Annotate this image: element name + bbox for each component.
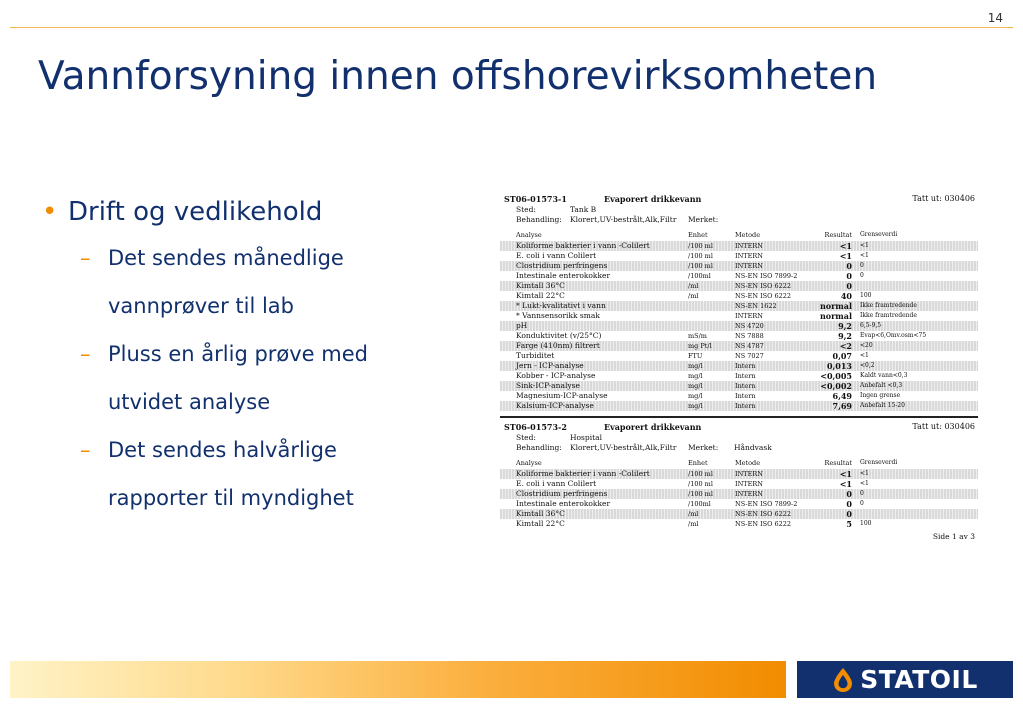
column-header-method: Metode [735, 231, 761, 239]
sample-meta-place [500, 205, 978, 215]
cell-unit: /ml [688, 292, 699, 300]
table-row [500, 301, 978, 311]
cell-method: NS 4720 [735, 322, 764, 330]
cell-unit: /ml [688, 282, 699, 290]
cell-analyse: Kalsium-ICP-analyse [516, 401, 594, 410]
cell-analyse: Koliforme bakterier i vann -Colilert [516, 241, 650, 250]
cell-result: 0 [846, 509, 852, 519]
cell-limit: 0 [860, 272, 864, 279]
cell-analyse: Kimtall 22°C [516, 291, 565, 300]
cell-unit: /100 ml [688, 262, 713, 270]
cell-limit: <1 [860, 252, 869, 259]
table-row [500, 489, 978, 499]
cell-limit: 0 [860, 490, 864, 497]
cell-unit: mg/l [688, 372, 703, 380]
table-row [500, 251, 978, 261]
cell-result: normal [819, 311, 852, 321]
sub-bullet-text [108, 426, 354, 522]
bullet-item [42, 190, 462, 234]
cell-analyse: Intestinale enterokokker [516, 271, 611, 280]
cell-limit: Anbefalt 15-20 [860, 402, 905, 409]
cell-result: 9,2 [838, 321, 852, 331]
table-row [500, 261, 978, 271]
report-footer [500, 532, 978, 544]
cell-result: 0 [846, 281, 852, 291]
cell-method: Intern [735, 372, 756, 380]
sub-bullet-item [80, 330, 462, 426]
cell-limit: <1 [860, 352, 869, 359]
column-header-row [500, 231, 978, 241]
cell-result: <1 [839, 241, 852, 251]
cell-method: NS 7027 [735, 352, 764, 360]
table-row [500, 361, 978, 371]
cell-analyse: Magnesium-ICP-analyse [516, 391, 608, 400]
meta-value: Klorert,UV-bestrålt,Alk,Filtr [570, 215, 677, 224]
meta-label: Behandling: [516, 215, 562, 224]
cell-unit: /100ml [688, 500, 711, 508]
cell-result: 0 [846, 499, 852, 509]
cell-method: NS-EN ISO 7899-2 [735, 272, 798, 280]
cell-limit: 6,5-9,5 [860, 322, 882, 329]
bottom-gradient-band [10, 661, 786, 698]
sub-bullet-line: Det sendes månedlige [108, 246, 344, 270]
cell-limit: Ikke framtredende [860, 312, 917, 319]
cell-analyse: Jern - ICP-analyse [516, 361, 584, 370]
sample-meta-treatment [500, 215, 978, 225]
slide-title: Vannforsyning innen offshorevirksomheten [38, 54, 878, 99]
dash-icon: – [80, 246, 91, 270]
sample-id: ST06-01573-2 [504, 422, 567, 432]
bullet-text: Drift og vedlikehold [68, 197, 323, 227]
meta-label: Merket: [688, 215, 719, 224]
sample-received: Tatt ut: 030406 [912, 422, 975, 431]
column-header-analyse: Analyse [516, 231, 542, 239]
cell-unit: mg/l [688, 382, 703, 390]
sub-bullet-item [80, 426, 462, 522]
sample-title: Evaporert drikkevann [604, 194, 702, 204]
cell-unit: /100 ml [688, 480, 713, 488]
sub-bullet-line: Pluss en årlig prøve med [108, 342, 368, 366]
cell-limit: Kaldt vann<0,3 [860, 372, 908, 379]
cell-limit: <1 [860, 242, 869, 249]
cell-method: INTERN [735, 252, 763, 260]
column-header-limit: Grenseverdi [860, 459, 898, 466]
cell-analyse: Kimtall 22°C [516, 519, 565, 528]
cell-result: 0 [846, 489, 852, 499]
cell-analyse: Clostridium perfringens [516, 489, 608, 498]
meta-value: Håndvask [734, 443, 772, 452]
cell-analyse: Kobber - ICP-analyse [516, 371, 596, 380]
column-header-limit: Grenseverdi [860, 231, 898, 238]
cell-method: NS-EN 1622 [735, 302, 777, 310]
logo-text: STATOIL [860, 665, 978, 694]
cell-result: <1 [839, 479, 852, 489]
report-page-indicator: Side 1 av 3 [932, 532, 975, 541]
cell-method: INTERN [735, 480, 763, 488]
cell-result: 6,49 [832, 391, 852, 401]
table-row [500, 291, 978, 301]
cell-method: NS-EN ISO 6222 [735, 282, 792, 290]
cell-analyse: Sink-ICP-analyse [516, 381, 580, 390]
cell-result: 0,07 [832, 351, 852, 361]
cell-unit: mS/m [688, 332, 707, 340]
cell-analyse: * Lukt-kvalitativt i vann [516, 301, 606, 310]
cell-limit: Ikke framtredende [860, 302, 917, 309]
cell-analyse: Kimtall 36°C [516, 509, 565, 518]
cell-unit: FTU [688, 352, 703, 360]
cell-analyse: Farge (410nm) filtrert [516, 341, 600, 350]
table-row [500, 281, 978, 291]
cell-limit: Anbefalt <0,3 [860, 382, 903, 389]
cell-method: NS 7888 [735, 332, 764, 340]
cell-analyse: E. coli i vann Colilert [516, 479, 597, 488]
cell-unit: /ml [688, 520, 699, 528]
table-row [500, 381, 978, 391]
cell-unit: /100 ml [688, 252, 713, 260]
meta-value: Klorert,UV-bestrålt,Alk,Filtr [570, 443, 677, 452]
cell-result: <0,005 [820, 371, 852, 381]
table-row [500, 479, 978, 489]
table-row [500, 509, 978, 519]
meta-value: Tank B [570, 205, 597, 214]
sub-bullet-text [108, 234, 344, 330]
column-header-unit: Enhet [688, 231, 708, 239]
table-row [500, 341, 978, 351]
column-header-row [500, 459, 978, 469]
cell-limit: <0,2 [860, 362, 875, 369]
meta-value: Hospital [570, 433, 602, 442]
sample-meta-place [500, 433, 978, 443]
cell-result: 0 [846, 271, 852, 281]
cell-unit: /100 ml [688, 470, 713, 478]
sample-title: Evaporert drikkevann [604, 422, 702, 432]
cell-analyse: * Vannsensorikk smak [516, 311, 600, 320]
meta-label: Sted: [516, 433, 536, 442]
cell-method: INTERN [735, 490, 763, 498]
cell-unit: mg Pt/l [688, 342, 712, 350]
meta-label: Merket: [688, 443, 719, 452]
sub-bullet-line: rapporter til myndighet [108, 486, 354, 510]
sub-bullet-line: vannprøver til lab [108, 294, 294, 318]
cell-limit: Evap<6,Omv.osm<75 [860, 332, 927, 339]
sub-bullet-item [80, 234, 462, 330]
column-header-analyse: Analyse [516, 459, 542, 467]
cell-result: 0,013 [826, 361, 852, 371]
table-row [500, 321, 978, 331]
sample-meta-treatment [500, 443, 978, 453]
cell-method: NS 4787 [735, 342, 764, 350]
table-row [500, 371, 978, 381]
cell-method: NS-EN ISO 6222 [735, 510, 792, 518]
cell-analyse: Konduktivitet (v/25°C) [516, 331, 602, 340]
table-row [500, 499, 978, 509]
cell-method: NS-EN ISO 6222 [735, 292, 792, 300]
cell-analyse: Turbiditet [516, 351, 555, 360]
cell-method: INTERN [735, 312, 763, 320]
bullet-list [42, 190, 462, 522]
cell-limit: 100 [860, 292, 872, 299]
cell-result: normal [819, 301, 852, 311]
dash-icon: – [80, 342, 91, 366]
cell-limit: 0 [860, 500, 864, 507]
cell-unit: mg/l [688, 392, 703, 400]
header-rule [10, 27, 1013, 28]
cell-method: NS-EN ISO 6222 [735, 520, 792, 528]
cell-result: 5 [846, 519, 852, 529]
table-row [500, 271, 978, 281]
meta-label: Behandling: [516, 443, 562, 452]
lab-report [500, 194, 978, 544]
column-header-method: Metode [735, 459, 761, 467]
sample-header [500, 422, 978, 433]
column-header-result: Resultat [824, 459, 852, 467]
sample-header [500, 194, 978, 205]
meta-label: Sted: [516, 205, 536, 214]
table-row [500, 391, 978, 401]
sub-bullet-line: Det sendes halvårlige [108, 438, 337, 462]
cell-limit: <20 [860, 342, 873, 349]
cell-result: <2 [839, 341, 852, 351]
cell-method: Intern [735, 362, 756, 370]
cell-analyse: pH [516, 321, 528, 330]
table-row [500, 469, 978, 479]
dash-icon: – [80, 438, 91, 462]
column-header-unit: Enhet [688, 459, 708, 467]
bullet-dot-icon: • [42, 197, 58, 227]
cell-analyse: Clostridium perfringens [516, 261, 608, 270]
table-row [500, 241, 978, 251]
cell-method: INTERN [735, 470, 763, 478]
cell-limit: 0 [860, 262, 864, 269]
table-row [500, 331, 978, 341]
cell-unit: /100 ml [688, 242, 713, 250]
statoil-drop-icon [832, 667, 854, 693]
cell-analyse: E. coli i vann Colilert [516, 251, 597, 260]
cell-limit: <1 [860, 470, 869, 477]
sub-bullet-line: utvidet analyse [108, 390, 271, 414]
cell-result: <1 [839, 251, 852, 261]
table-row [500, 311, 978, 321]
table-row [500, 519, 978, 529]
sample-separator [500, 416, 978, 418]
cell-limit: <1 [860, 480, 869, 487]
sample-id: ST06-01573-1 [504, 194, 567, 204]
cell-unit: mg/l [688, 402, 703, 410]
cell-unit: /100ml [688, 272, 711, 280]
table-row [500, 351, 978, 361]
cell-unit: /100 ml [688, 490, 713, 498]
cell-unit: /ml [688, 510, 699, 518]
sample-received: Tatt ut: 030406 [912, 194, 975, 203]
cell-result: 7,69 [832, 401, 852, 411]
cell-analyse: Intestinale enterokokker [516, 499, 611, 508]
cell-method: INTERN [735, 262, 763, 270]
cell-method: INTERN [735, 242, 763, 250]
cell-limit: Ingen grense [860, 392, 901, 399]
cell-analyse: Koliforme bakterier i vann -Colilert [516, 469, 650, 478]
table-row [500, 401, 978, 411]
cell-method: NS-EN ISO 7899-2 [735, 500, 798, 508]
statoil-logo [797, 661, 1013, 698]
cell-method: Intern [735, 382, 756, 390]
sub-bullet-text [108, 330, 368, 426]
page-number: 14 [987, 11, 1003, 25]
cell-unit: mg/l [688, 362, 703, 370]
cell-result: <1 [839, 469, 852, 479]
cell-analyse: Kimtall 36°C [516, 281, 565, 290]
cell-method: Intern [735, 392, 756, 400]
cell-result: 9,2 [838, 331, 852, 341]
column-header-result: Resultat [824, 231, 852, 239]
cell-result: <0,002 [820, 381, 852, 391]
cell-method: Intern [735, 402, 756, 410]
cell-result: 0 [846, 261, 852, 271]
cell-limit: 100 [860, 520, 872, 527]
cell-result: 40 [840, 291, 852, 301]
